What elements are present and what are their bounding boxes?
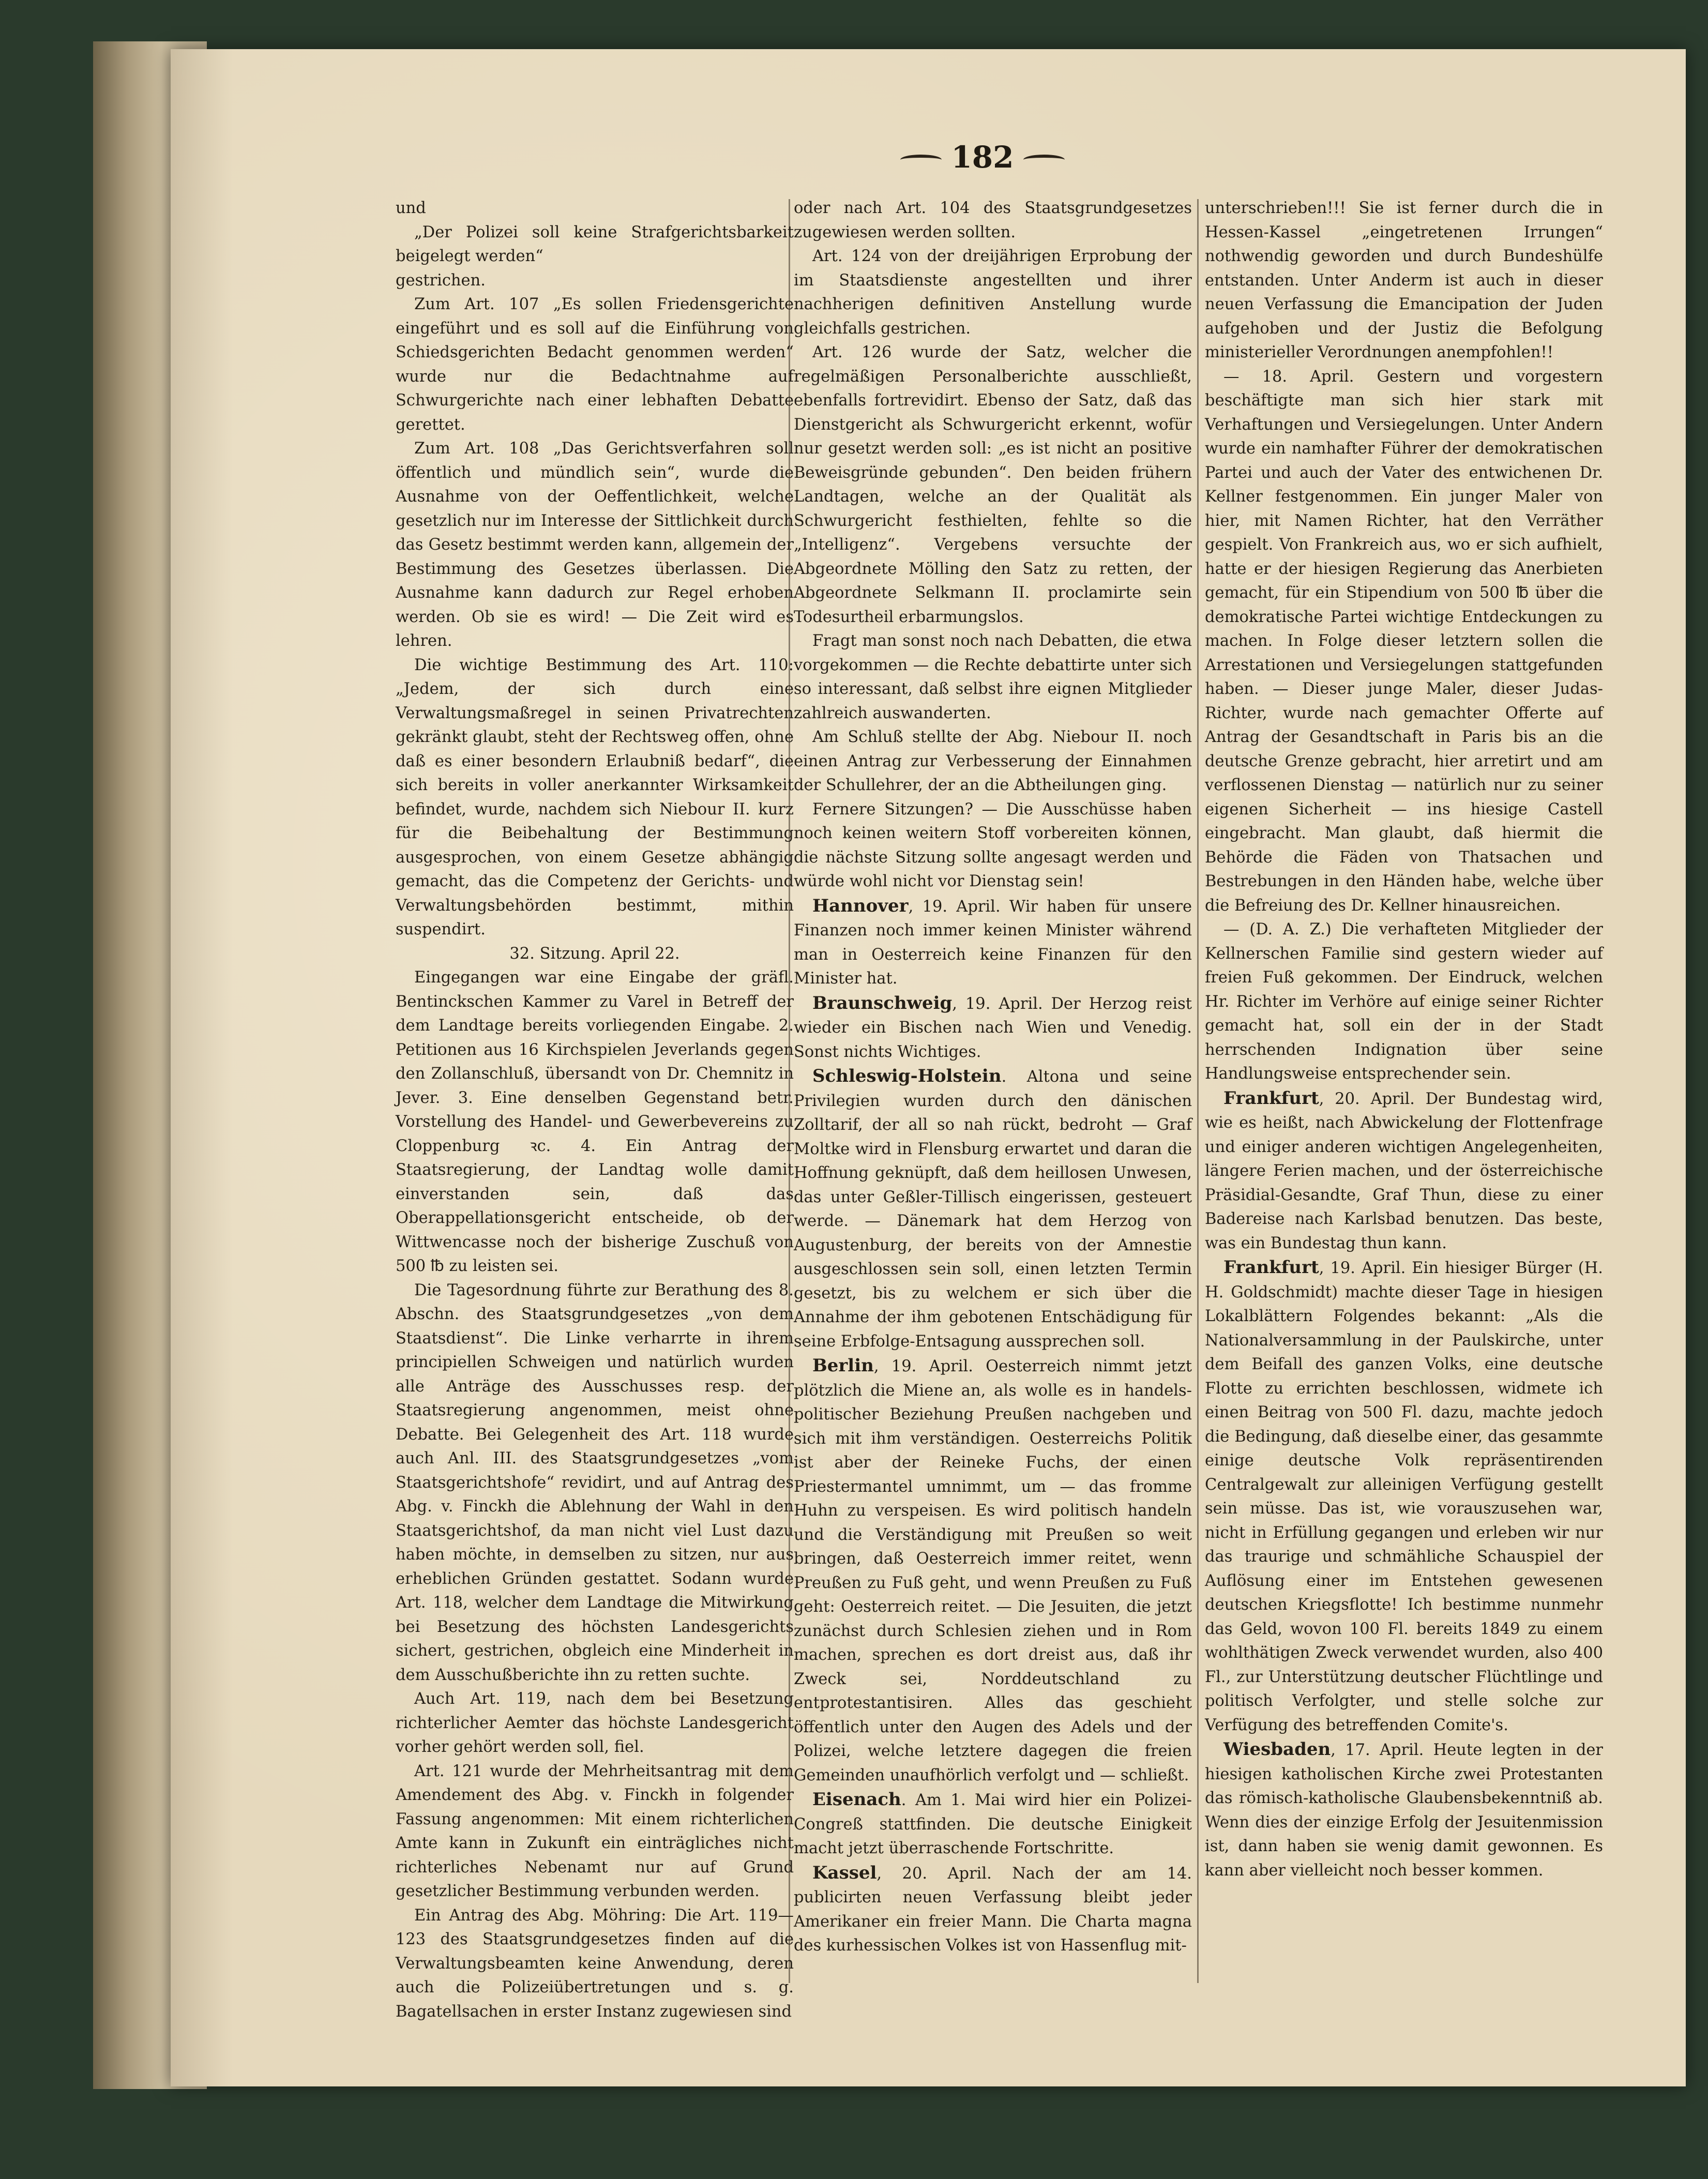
paragraph: Am Schluß stellte der Abg. Niebour II. noch einen Antrag zur Verbesserung der Einnahmen der Schullehrer, der an die Abtheilungen ging. bbox=[794, 728, 1192, 794]
paragraph: Zum Art. 108 „Das Gerichtsverfahren soll öffentlich und mündlich sein“, wurde die Ausnahme von der Oeffentlichkeit, welche gesetzlich nur im Interesse der Sittlichkeit durch das Gesetz bestimmt werden kann, allgemein der Bestimmung des Gesetzes überlassen. Die Ausnahme kann dadurch zur Regel erhoben werden. Ob sie es wird! — Die Zeit wird es lehren. bbox=[396, 440, 794, 650]
paragraph: — 18. April. Gestern und vorgestern beschäftigte man sich hier stark mit Verhaftungen und Versiegelungen. Unter Andern wurde ein namhafter Führer der demokratischen Partei und auch der Vater des entwichenen Dr. Kellner festgenommen. Ein junger Maler von hier, mit Namen Richter, hat den Verräther gespielt. Von Frankreich aus, wo er sich aufhielt, hatte er der hiesigen Regierung das Anerbieten gemacht, für ein Stipendium von 500 ℔ über die demokratische Partei wichtige Entdeckungen zu machen. In Folge dieser letztern sollen die Arrestationen und Versiegelungen stattgefunden haben. — Dieser junge Maler, dieser Judas-Richter, wurde nach gemachter Offerte auf Antrag der Gesandtschaft in Paris bis an die deutsche Grenze gebracht, hier arretirt und am verflossenen Dienstag — natürlich nur zu seiner eigenen Sicherheit — ins hiesige Castell eingebracht. Man glaubt, daß hiermit die Behörde die Fäden von Thatsachen und Bestrebungen in den Händen habe, welche über die Befreiung des Dr. Kellner hinausreichen. bbox=[1205, 367, 1603, 915]
paragraph: Fragt man sonst noch nach Debatten, die etwa vorgekommen — die Rechte debattirte unter sich so interessant, daß selbst ihre eignen Mitglieder zahlreich auswanderten. bbox=[794, 632, 1192, 722]
paragraph: Die Tagesordnung führte zur Berathung des 8. Abschn. des Staatsgrundgesetzes „von dem Staatsdienst“. Die Linke verharrte in ihrem principiellen Schweigen und natürlich wurden alle Anträge des Ausschusses resp. der Staatsregierung angenommen, meist ohne Debatte. Bei Gelegenheit des Art. 118 wurde auch Anl. III. des Staatsgrundgesetzes „vom Staatsgerichtshofe“ revidirt, und auf Antrag des Abg. v. Finckh die Ablehnung der Wahl in den Staatsgerichtshof, da man nicht viel Lust dazu haben möchte, in demselben zu sitzen, nur aus erheblichen Gründen gestattet. Sodann wurde Art. 118, welcher dem Landtage die Mitwirkung bei Besetzung des höchsten Landesgerichts sichert, gestrichen, obgleich eine Minderheit in dem Ausschußberichte ihn zu retten suchte. bbox=[396, 1281, 794, 1684]
paragraph: unterschrieben!!! Sie ist ferner durch die in Hessen-Kassel „eingetretenen Irrungen“ nothwendig geworden und durch Bundeshülfe entstanden. Unter Anderm ist auch in dieser neuen Verfassung die Emancipation der Juden aufgehoben und der Justiz die Befolgung ministerieller Verordnungen anempfohlen!! bbox=[1205, 199, 1603, 361]
text-column-1 bbox=[396, 196, 794, 2021]
text-column-3 bbox=[1205, 196, 1603, 1980]
dateline: Kassel bbox=[812, 1862, 877, 1883]
paragraph: oder nach Art. 104 des Staatsgrundgesetzes zugewiesen werden sollten. bbox=[794, 199, 1192, 241]
paragraph: Schleswig-Holstein. Altona und seine Privilegien wurden durch den dänischen Zolltarif, der all so nah rückt, bedroht — Graf Moltke wird in Flensburg erwartet und daran die Hoffnung geknüpft, daß dem heillosen Unwesen, das unter Geßler-Tillisch eingerissen, gesteuert werde. — Dänemark hat dem Herzog von Augustenburg, der bereits von der Amnestie ausgeschlossen sein soll, einen letzten Termin gesetzt, bis zu welchem er sich über die Annahme der ihm gebotenen Entschädigung für seine Erbfolge-Entsagung aussprechen soll. bbox=[794, 1066, 1192, 1351]
paragraph: Zum Art. 107 „Es sollen Friedensgerichte eingeführt und es soll auf die Einführung von Schiedsgerichten Bedacht genommen werden“ wurde nur die Bedachtnahme auf Schwurgerichte nach einer lebhaften Debatte gerettet. bbox=[396, 295, 794, 434]
paragraph: gestrichen. bbox=[396, 271, 486, 290]
dateline: Berlin bbox=[812, 1355, 874, 1376]
page-number-text: 182 bbox=[951, 140, 1014, 175]
page-number bbox=[879, 140, 1086, 175]
paragraph: „Der Polizei soll keine Strafgerichtsbarkeit beigelegt werden“ bbox=[396, 223, 794, 265]
paragraph: Wiesbaden, 17. April. Heute legten in der hiesigen katholischen Kirche zwei Protestanten das römisch-katholische Glaubensbekenntniß ab. Wenn dies der einzige Erfolg der Jesuitenmission ist, dann haben sie wenig damit gewonnen. Es kann aber vielleicht noch besser kommen. bbox=[1205, 1739, 1603, 1880]
ornament-right-icon bbox=[1023, 155, 1065, 165]
paragraph: 32. Sitzung. April 22. bbox=[509, 944, 680, 963]
paragraph: Hannover, 19. April. Wir haben für unsere Finanzen noch immer keinen Minister während man in Oesterreich keine Finanzen für den Minister hat. bbox=[794, 895, 1192, 988]
dateline: Hannover bbox=[812, 895, 909, 916]
dateline: Braunschweig bbox=[812, 992, 953, 1013]
column-rule-2 bbox=[1197, 199, 1199, 1983]
paragraph: Art. 124 von der dreijährigen Erprobung der im Staatsdienste angestellten und ihrer nachherigen definitiven Anstellung wurde gleichfalls gestrichen. bbox=[794, 247, 1192, 338]
dateline: Frankfurt bbox=[1223, 1087, 1319, 1109]
paragraph: Art. 126 wurde der Satz, welcher die regelmäßigen Personalberichte ausschließt, ebenfalls fortrevidirt. Ebenso der Satz, daß das Dienstgericht als Schwurgericht erkennt, wofür nur gesetzt werden soll: „es ist nicht an positive Beweisgründe gebunden“. Den beiden frühern Landtagen, welche an der Qualität als Schwurgericht festhielten, fehlte so die „Intelligenz“. Vergebens versuchte der Abgeordnete Mölling den Satz zu retten, der Abgeordnete Selkmann II. proclamirte sein Todesurtheil erbarmungslos. bbox=[794, 343, 1192, 626]
paragraph: Braunschweig, 19. April. Der Herzog reist wieder ein Bischen nach Wien und Venedig. Sonst nichts Wichtiges. bbox=[794, 992, 1192, 1061]
paragraph: Kassel, 20. April. Nach der am 14. publicirten neuen Verfassung bleibt jeder Amerikaner ein freier Mann. Die Charta magna des kurhessischen Volkes ist von Hassenflug mit- bbox=[794, 1862, 1192, 1955]
dateline: Wiesbaden bbox=[1223, 1739, 1331, 1760]
paragraph: Frankfurt, 19. April. Ein hiesiger Bürger (H. H. Goldschmidt) machte dieser Tage in hiesigen Lokalblättern Folgendes bekannt: „Als die Nationalversammlung in der Paulskirche, unter dem Beifall des ganzen Volks, eine deutsche Flotte zu errichten beschlossen, widmete ich einen Beitrag von 500 Fl. dazu, machte jedoch die Bedingung, daß dieselbe einer, das gesammte einige deutsche Volk repräsentirenden Centralgewalt zur alleinigen Verfügung gestellt sein müsse. Das ist, wie vorauszusehen war, nicht in Erfüllung gegangen und erleben wir nur das traurige und schmähliche Schauspiel der Auflösung einer im Entstehen gewesenen deutschen Kriegsflotte! Ich bestimme nunmehr das Geld, wovon 100 Fl. bereits 1849 zu einem wohlthätigen Zweck verwendet wurden, also 400 Fl., zur Unterstützung deutscher Flüchtlinge und politisch Verfolgter, und stelle solche zur Verfügung des betreffenden Comite's. bbox=[1205, 1257, 1603, 1734]
ornament-left-icon bbox=[900, 155, 942, 165]
paragraph: Eingegangen war eine Eingabe der gräfl. Bentinckschen Kammer zu Varel in Betreff der dem Landtage bereits vorliegenden Eingabe. 2. Petitionen aus 16 Kirchspielen Jeverlands gegen den Zollanschluß, übersandt von Dr. Chemnitz in Jever. 3. Eine denselben Gegenstand betr. Vorstellung des Handel- und Gewerbevereins zu Cloppenburg ꝛc. 4. Ein Antrag der Staatsregierung, der Landtag wolle damit einverstanden sein, daß das Oberappellationsgericht entscheide, ob der Wittwencasse noch der bisherige Zuschuß von 500 ℔ zu leisten sei. bbox=[396, 969, 794, 1275]
paragraph: Auch Art. 119, nach dem bei Besetzung richterlicher Aemter das höchste Landesgericht vorher gehört werden soll, fiel. bbox=[396, 1690, 794, 1756]
paragraph: und bbox=[396, 199, 426, 217]
dateline: Eisenach bbox=[812, 1789, 901, 1810]
dateline: Frankfurt bbox=[1223, 1257, 1319, 1278]
paragraph: — (D. A. Z.) Die verhafteten Mitglieder der Kellnerschen Familie sind gestern wieder auf freien Fuß gekommen. Der Eindruck, welchen Hr. Richter im Verhöre auf einige seiner Richter gemacht hat, soll ein der in der Stadt herrschenden Indignation über seine Handlungsweise entsprechender sein. bbox=[1205, 920, 1603, 1083]
paragraph: Berlin, 19. April. Oesterreich nimmt jetzt plötzlich die Miene an, als wolle es in handels-politischer Beziehung Preußen nachgeben und sich mit ihm verständigen. Oesterreichs Politik ist aber der Reineke Fuchs, der einen Priestermantel umnimmt, um — das fromme Huhn zu verspeisen. Es wird politisch handeln und die Verständigung mit Preußen so weit bringen, daß Oesterreich immer reitet, wenn Preußen zu Fuß geht, und wenn Preußen zu Fuß geht: Oesterreich reitet. — Die Jesuiten, die jetzt zunächst durch Schlesien ziehen und in Rom machen, sprechen es dort dreist aus, daß ihr Zweck sei, Norddeutschland zu entprotestantisiren. Alles das geschieht öffentlich unter den Augen des Adels und der Polizei, welche letztere dagegen die freien Gemeinden unaufhörlich verfolgt und — schließt. bbox=[794, 1355, 1192, 1784]
paragraph: Fernere Sitzungen? — Die Ausschüsse haben noch keinen weitern Stoff vorbereiten können, die nächste Sitzung sollte angesagt werden und würde wohl nicht vor Dienstag sein! bbox=[794, 800, 1192, 890]
paragraph: Eisenach. Am 1. Mai wird hier ein Polizei-Congreß stattfinden. Die deutsche Einigkeit macht jetzt überraschende Fortschritte. bbox=[794, 1789, 1192, 1857]
paragraph: Die wichtige Bestimmung des Art. 110: „Jedem, der sich durch eine Verwaltungsmaßregel in seinen Privatrechten gekränkt glaubt, steht der Rechtsweg offen, ohne daß es einer besondern Erlaubniß bedarf“, die sich bereits in voller anerkannter Wirksamkeit befindet, wurde, nachdem sich Niebour II. kurz für die Beibehaltung der Bestimmung ausgesprochen, von einem Gesetze abhängig gemacht, das die Competenz der Gerichts- und Verwaltungsbehörden bestimmt, mithin suspendirt. bbox=[396, 656, 794, 939]
paragraph: Art. 121 wurde der Mehrheitsantrag mit dem Amendement des Abg. v. Finckh in folgender Fassung angenommen: Mit einem richterlichen Amte kann in Zukunft ein einträgliches nicht richterliches Nebenamt nur auf Grund gesetzlicher Bestimmung verbunden werden. bbox=[396, 1762, 794, 1900]
text-column-2 bbox=[794, 196, 1192, 1980]
dateline: Schleswig-Holstein bbox=[812, 1066, 1002, 1086]
paragraph: Ein Antrag des Abg. Möhring: Die Art. 119—123 des Staatsgrundgesetzes finden auf die Verwaltungsbeamten keine Anwendung, deren auch die Polizeiübertretungen und s. g. Bagatellsachen in erster Instanz zugewiesen sind bbox=[396, 1906, 794, 2021]
paragraph: Frankfurt, 20. April. Der Bundestag wird, wie es heißt, nach Abwickelung der Flottenfrage und einiger anderen wichtigen Angelegenheiten, längere Ferien machen, und der österreichische Präsidial-Gesandte, Graf Thun, diese zu einer Badereise nach Karlsbad benutzen. Das beste, was ein Bundestag thun kann. bbox=[1205, 1087, 1603, 1252]
